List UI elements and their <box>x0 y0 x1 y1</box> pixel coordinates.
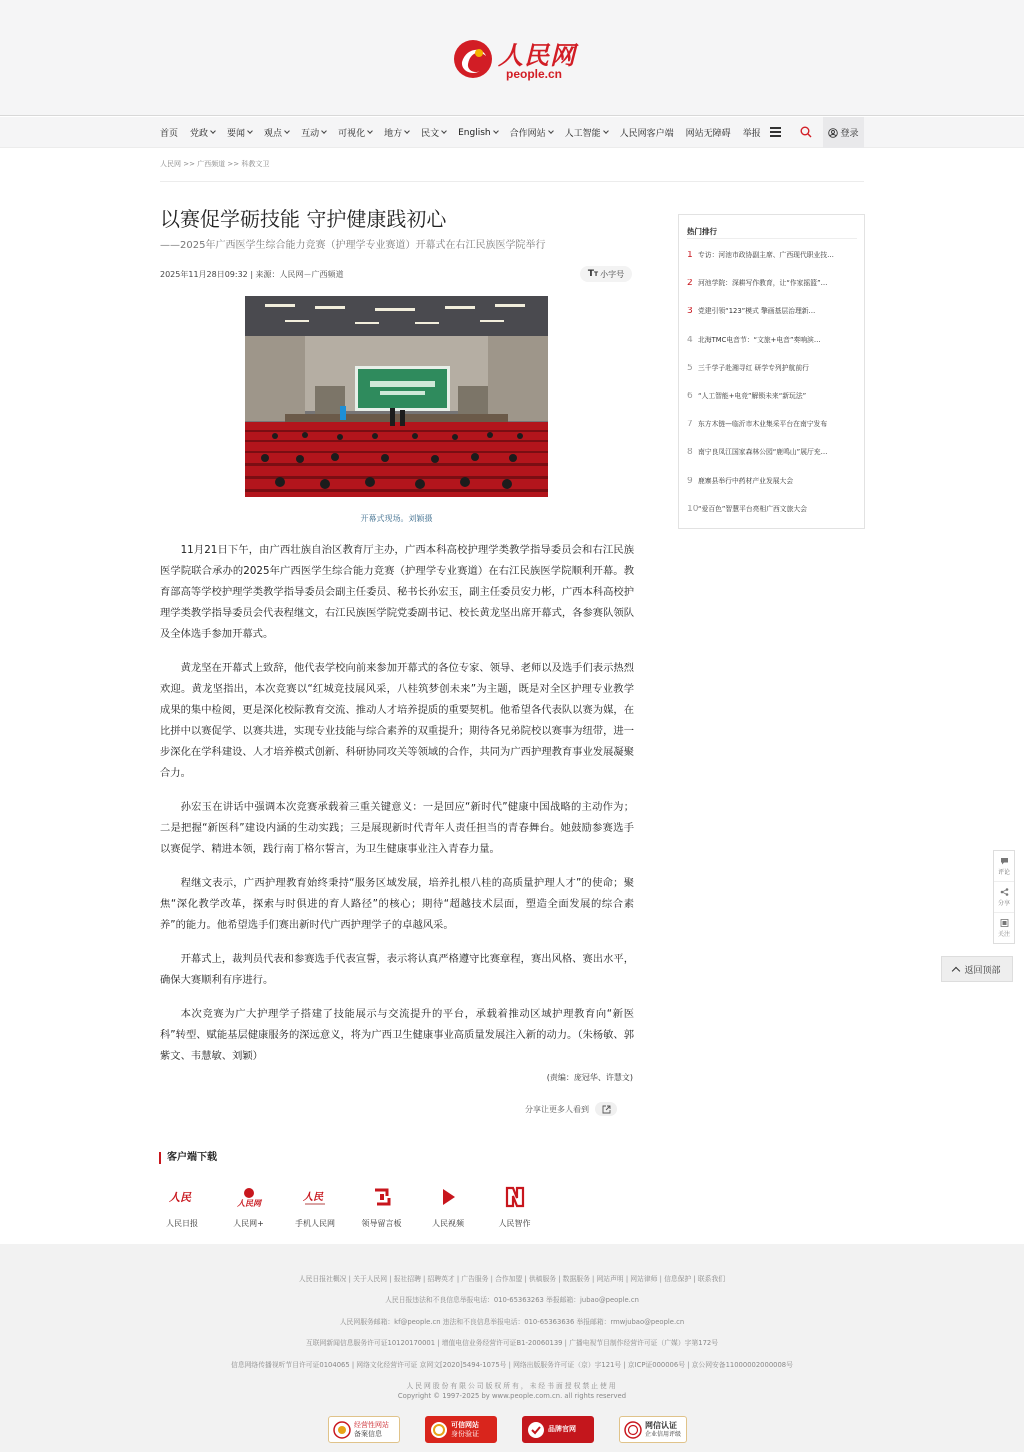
floating-toolbar <box>993 850 1015 944</box>
logo-swirl-icon <box>452 38 494 80</box>
hot-rank-text: 鹿寨县举行中药材产业发展大会 <box>698 476 794 485</box>
nav-item-label: 要闻 <box>227 129 246 139</box>
nav-item-label: 合作网站 <box>509 129 546 139</box>
hot-rank-number: 10 <box>687 504 699 514</box>
trusted-seal-icon <box>430 1421 448 1439</box>
nav-item-label: English <box>458 127 491 138</box>
nav-item-label: 首页 <box>160 129 179 139</box>
chevron-down-icon <box>493 128 499 134</box>
login-label: 登录 <box>840 129 859 139</box>
hot-rank-text: 三千学子赴湘寻红 研学专列护航前行 <box>698 363 809 372</box>
nav-item-7[interactable] <box>421 126 446 139</box>
badge-credit-rating[interactable] <box>619 1416 687 1443</box>
hot-rank-text: 南宁良凤江国家森林公园“鹿鸣山”展厅充… <box>698 448 828 457</box>
back-to-top-button[interactable] <box>941 956 1013 982</box>
chevron-down-icon <box>548 128 554 134</box>
external-link-icon <box>602 1105 611 1114</box>
chevron-down-icon <box>247 128 253 134</box>
hot-ranking-item[interactable] <box>687 364 859 392</box>
chevron-down-icon <box>210 128 216 134</box>
badge-brand-site[interactable] <box>522 1416 594 1443</box>
people-cn-logo[interactable] <box>452 36 576 84</box>
follow-button[interactable] <box>994 913 1014 944</box>
chevron-down-icon <box>603 128 609 134</box>
nav-item-8[interactable] <box>458 128 498 138</box>
nav-item-3[interactable] <box>264 126 289 139</box>
hot-rank-text: 东方木链—临沂市木业集采平台在南宁发布 <box>698 420 828 429</box>
people-daily-icon <box>160 1182 204 1212</box>
share-label: 分享让更多人看到 <box>525 1104 589 1114</box>
back-to-top-label: 返回顶部 <box>964 965 1001 976</box>
app-label: 人民视频 <box>432 1219 464 1228</box>
nav-item-13[interactable] <box>743 126 761 139</box>
leader-board-icon <box>360 1182 404 1212</box>
photo-caption: 开幕式现场。刘颖摄 <box>360 514 433 523</box>
share-bar[interactable] <box>525 1101 633 1117</box>
chevron-down-icon <box>441 128 447 134</box>
follow-icon <box>1000 919 1009 927</box>
hot-ranking-title: 热门排行 <box>687 227 717 236</box>
article-paragraph: 程继文表示，广西护理教育始终秉持“服务区域发展，培养扎根八桂的高质量护理人才”的使命；聚焦“深化教学改革，探索与时俱进的育人路径”的核心；期待“超越技术层面，塑造全面发展的综合素养”的能力。他希望选手们赛出新时代广西护理学子的卓越风采。 <box>160 877 634 931</box>
svg-text:人民网: 人民网 <box>236 1198 261 1208</box>
hot-rank-number: 2 <box>687 279 693 289</box>
app-download-list <box>160 1182 559 1229</box>
hot-ranking-divider <box>687 238 857 239</box>
nav-item-label: 人工智能 <box>564 129 601 139</box>
app-mobile-people[interactable] <box>293 1182 360 1229</box>
nav-item-4[interactable] <box>301 126 326 139</box>
font-size-button[interactable] <box>580 266 632 282</box>
hot-rank-text: 专访：河池市政协副主席、广西现代职业技… <box>698 251 834 259</box>
hot-ranking-item[interactable] <box>687 477 859 505</box>
nav-items <box>160 117 773 148</box>
hot-ranking-item[interactable] <box>687 279 859 307</box>
nav-item-label: 举报 <box>742 129 761 139</box>
nav-item-label: 党政 <box>190 129 209 139</box>
hot-ranking-item[interactable] <box>687 307 859 335</box>
article-paragraph: 本次竞赛为广大护理学子搭建了技能展示与交流提升的平台，承载着推动区域护理教育向“新医科”转型、赋能基层健康服务的深远意义，将为广西卫生健康事业高质量发展注入新的动力。（朱杨敏、郭紫文、韦慧敏、刘颖） <box>160 1008 634 1062</box>
svg-text:人民: 人民 <box>303 1192 323 1203</box>
nav-item-label: 人民网客户端 <box>619 129 674 139</box>
hot-rank-number: 4 <box>687 335 693 345</box>
hot-rank-number: 9 <box>687 476 693 486</box>
hot-ranking-item[interactable] <box>687 336 859 364</box>
article-title: 以赛促学砺技能 守护健康践初心 <box>160 207 447 231</box>
hot-ranking-panel <box>678 214 865 529</box>
badge-record-info[interactable] <box>328 1416 400 1443</box>
download-section-title: 客户端下载 <box>159 1152 217 1164</box>
article-paragraph: 孙宏玉在讲话中强调本次竞赛承载着三重关键意义：一是回应“新时代”健康中国战略的主动作为；二是把握“新医科”建设内涵的生动实践；三是展现新时代青年人责任担当的青春舞台。她鼓励参赛选手以赛促学、精进本领，践行南丁格尔誓言，为卫生健康事业注入青春力量。 <box>160 801 634 855</box>
share-float-button[interactable] <box>994 882 1014 913</box>
nav-item-9[interactable] <box>510 126 553 139</box>
nav-item-11[interactable] <box>620 126 674 139</box>
footer-links[interactable]: 人民日报社概况 | 关于人民网 | 报社招聘 | 招聘英才 | 广告服务 | 合作加盟 | 供稿服务 | 数据服务 | 网站声明 | 网站律师 | 信息保护 | 联系我们 <box>298 1275 726 1283</box>
badge-4-line2: 企业信用评级 <box>645 1430 682 1438</box>
comment-button[interactable] <box>994 851 1014 882</box>
hot-ranking-item[interactable] <box>687 420 859 448</box>
app-leader-board[interactable] <box>360 1182 427 1229</box>
hot-rank-text: 党建引领“123”模式 擎画基层治理新… <box>698 307 816 316</box>
hot-rank-number: 8 <box>687 448 693 458</box>
login-button[interactable] <box>823 117 864 148</box>
trust-badges <box>328 1416 712 1443</box>
footer-service-line: 人民网服务邮箱：kf@people.cn 违法和不良信息举报电话：010-65363636 举报邮箱：rmwjubao@people.cn <box>339 1318 685 1326</box>
article-body <box>160 540 634 1080</box>
nav-item-0[interactable] <box>160 126 178 139</box>
logo-text-cn: 人民网 <box>498 41 577 70</box>
article-paragraph: 11月21日下午，由广西壮族自治区教育厅主办，广西本科高校护理学类教学指导委员会和右江民族医学院联合承办的2025年广西医学生综合能力竞赛（护理学专业赛道）在右江民族医学院顺利开幕。教育部高等学校护理学类教学指导委员会副主任委员、秘书长孙宏玉，副主任委员安力彬，广西本科高校护理学类教学指导委员会代表程继文，右江民族医学院党委副书记、校长黄龙坚出席开幕式，各参赛队领队及全体选手参加开幕式。 <box>160 544 634 640</box>
badge-1-line2: 备案信息 <box>354 1429 382 1438</box>
badge-4-line1: 网信认证 <box>645 1420 677 1430</box>
nav-item-10[interactable] <box>565 126 608 139</box>
app-zhizuo[interactable] <box>493 1182 560 1229</box>
follow-label: 关注 <box>997 931 1010 938</box>
breadcrumb[interactable]: 人民网 >> 广西频道 >> 科教文卫 <box>160 160 270 168</box>
app-label: 人民日报 <box>166 1219 198 1228</box>
badge-2-line2: 身份验证 <box>451 1429 479 1438</box>
badge-2-line1: 可信网站 <box>451 1420 479 1429</box>
chevron-down-icon <box>284 128 290 134</box>
search-icon[interactable] <box>800 126 812 138</box>
play-icon <box>426 1182 470 1212</box>
article-paragraph: 开幕式上，裁判员代表和参赛选手代表宣誓，表示将认真严格遵守比赛章程，赛出风格、赛出水平，确保大赛顺利有序进行。 <box>160 953 634 986</box>
menu-icon[interactable] <box>770 127 781 137</box>
logo-text-en: people.cn <box>506 67 563 81</box>
hot-rank-text: “爱百色”智慧平台亮相广西文旅大会 <box>698 504 807 513</box>
footer-report-line: 人民日报违法和不良信息举报电话：010-65363263 举报邮箱：jubao@people.cn <box>385 1296 639 1304</box>
badge-trusted-site[interactable] <box>425 1416 497 1443</box>
hot-ranking-item[interactable] <box>687 448 859 476</box>
people-net-plus-icon <box>227 1182 271 1212</box>
hot-rank-number: 3 <box>687 307 693 317</box>
credit-seal-icon <box>624 1421 642 1439</box>
breadcrumb-divider <box>160 181 864 182</box>
share-button[interactable] <box>595 1102 617 1116</box>
app-label: 人民网+ <box>233 1219 264 1228</box>
nav-item-1[interactable] <box>190 126 215 139</box>
share-float-label: 分享 <box>997 899 1010 907</box>
hot-rank-number: 7 <box>687 420 693 430</box>
hot-ranking-item[interactable] <box>687 392 859 420</box>
share-icon <box>1000 888 1009 896</box>
zhizuo-icon <box>493 1182 537 1212</box>
app-label: 人民智作 <box>498 1219 531 1228</box>
footer-copyright-en: Copyright © 1997-2025 by www.people.com.cn. all rights reserved <box>397 1392 627 1400</box>
brand-seal-icon <box>527 1421 545 1439</box>
main-nav <box>0 117 1024 148</box>
auditorium-image <box>245 296 548 497</box>
article-paragraph: 黄龙坚在开幕式上致辞，他代表学校向前来参加开幕式的各位专家、领导、老师以及选手们表示热烈欢迎。黄龙坚指出，本次竞赛以“红城竞技展风采，八桂筑梦创未来”为主题，既是对全区护理专业教学成果的集中检阅，更是深化校际教育交流、推动人才培养提质的重要契机。他希望各代表队以赛为媒，在比拼中以赛促学、以赛共进，实现专业技能与综合素养的双重提升；期待各兄弟院校以赛事为纽带，进一步深化在学科建设、人才培养模式创新、科研协同攻关等领域的合作，共同为广西护理教育事业发展凝聚合力。 <box>160 662 634 779</box>
hot-rank-text: 河池学院：深耕写作教育，让“作家摇篮”… <box>698 279 828 288</box>
nav-item-6[interactable] <box>384 126 409 139</box>
nav-item-12[interactable] <box>686 126 731 139</box>
nav-item-label: 观点 <box>264 129 283 139</box>
badge-1-line1: 经营性网站 <box>354 1420 389 1429</box>
nav-item-label: 地方 <box>384 129 403 139</box>
chevron-up-icon <box>952 966 960 974</box>
user-icon <box>828 128 838 138</box>
svg-text:人民: 人民 <box>169 1191 191 1204</box>
footer-license-line-2: 信息网络传播视听节目许可证0104065 | 网络文化经营许可证 京网文[2020]5494-1075号 | 网络出版服务许可证（京）字121号 | 京ICP证000006号 | 京公网安备11000002000008号 <box>231 1361 793 1369</box>
hot-rank-number: 6 <box>687 391 693 401</box>
mobile-people-icon <box>293 1182 337 1212</box>
nav-item-label: 民文 <box>421 129 440 139</box>
footer-copyright-cn: 人民网股份有限公司版权所有，未经书面授权禁止使用 <box>406 1382 618 1390</box>
footer-license-line: 互联网新闻信息服务许可证10120170001 | 增值电信业务经营许可证B1-20060139 | 广播电视节目制作经营许可证（广媒）字第172号 <box>305 1339 719 1347</box>
chevron-down-icon <box>367 128 373 134</box>
comment-icon <box>1000 857 1009 865</box>
comment-label: 评论 <box>997 868 1010 876</box>
app-label: 手机人民网 <box>295 1219 335 1228</box>
editor-credit: (责编：庞冠华、许慧文) <box>546 1073 633 1082</box>
badge-3-line1: 品牌官网 <box>548 1425 576 1433</box>
article-photo <box>245 296 548 497</box>
app-people-daily[interactable] <box>160 1182 227 1229</box>
nav-item-label: 可视化 <box>338 129 366 139</box>
font-size-icon: TT <box>587 269 599 279</box>
nav-item-label: 网站无障碍 <box>685 129 731 139</box>
nav-item-label: 互动 <box>301 129 320 139</box>
hot-ranking-item[interactable] <box>687 251 859 279</box>
record-seal-icon <box>333 1421 351 1439</box>
app-play[interactable] <box>426 1182 493 1229</box>
article-subtitle: ——2025年广西医学生综合能力竞赛（护理学专业赛道）开幕式在右江民族医学院举行 <box>160 240 546 251</box>
chevron-down-icon <box>404 128 410 134</box>
app-people-net-plus[interactable] <box>227 1182 294 1229</box>
article-meta: 2025年11月28日09:32 | 来源：人民网－广西频道 <box>160 270 344 279</box>
hot-rank-text: 北海TMC电音节：“文旅+电音”奏响滨… <box>698 335 821 344</box>
chevron-down-icon <box>321 128 327 134</box>
hot-ranking-list <box>687 251 859 533</box>
nav-item-2[interactable] <box>227 126 252 139</box>
app-label: 领导留言板 <box>361 1219 402 1228</box>
hot-rank-text: “人工智能+电竞”解锁未来“新玩法” <box>698 391 807 400</box>
nav-item-5[interactable] <box>338 126 372 139</box>
hot-ranking-item[interactable] <box>687 505 859 533</box>
font-size-label: 小字号 <box>600 269 625 279</box>
hot-rank-number: 1 <box>687 251 693 260</box>
hot-rank-number: 5 <box>687 363 693 373</box>
